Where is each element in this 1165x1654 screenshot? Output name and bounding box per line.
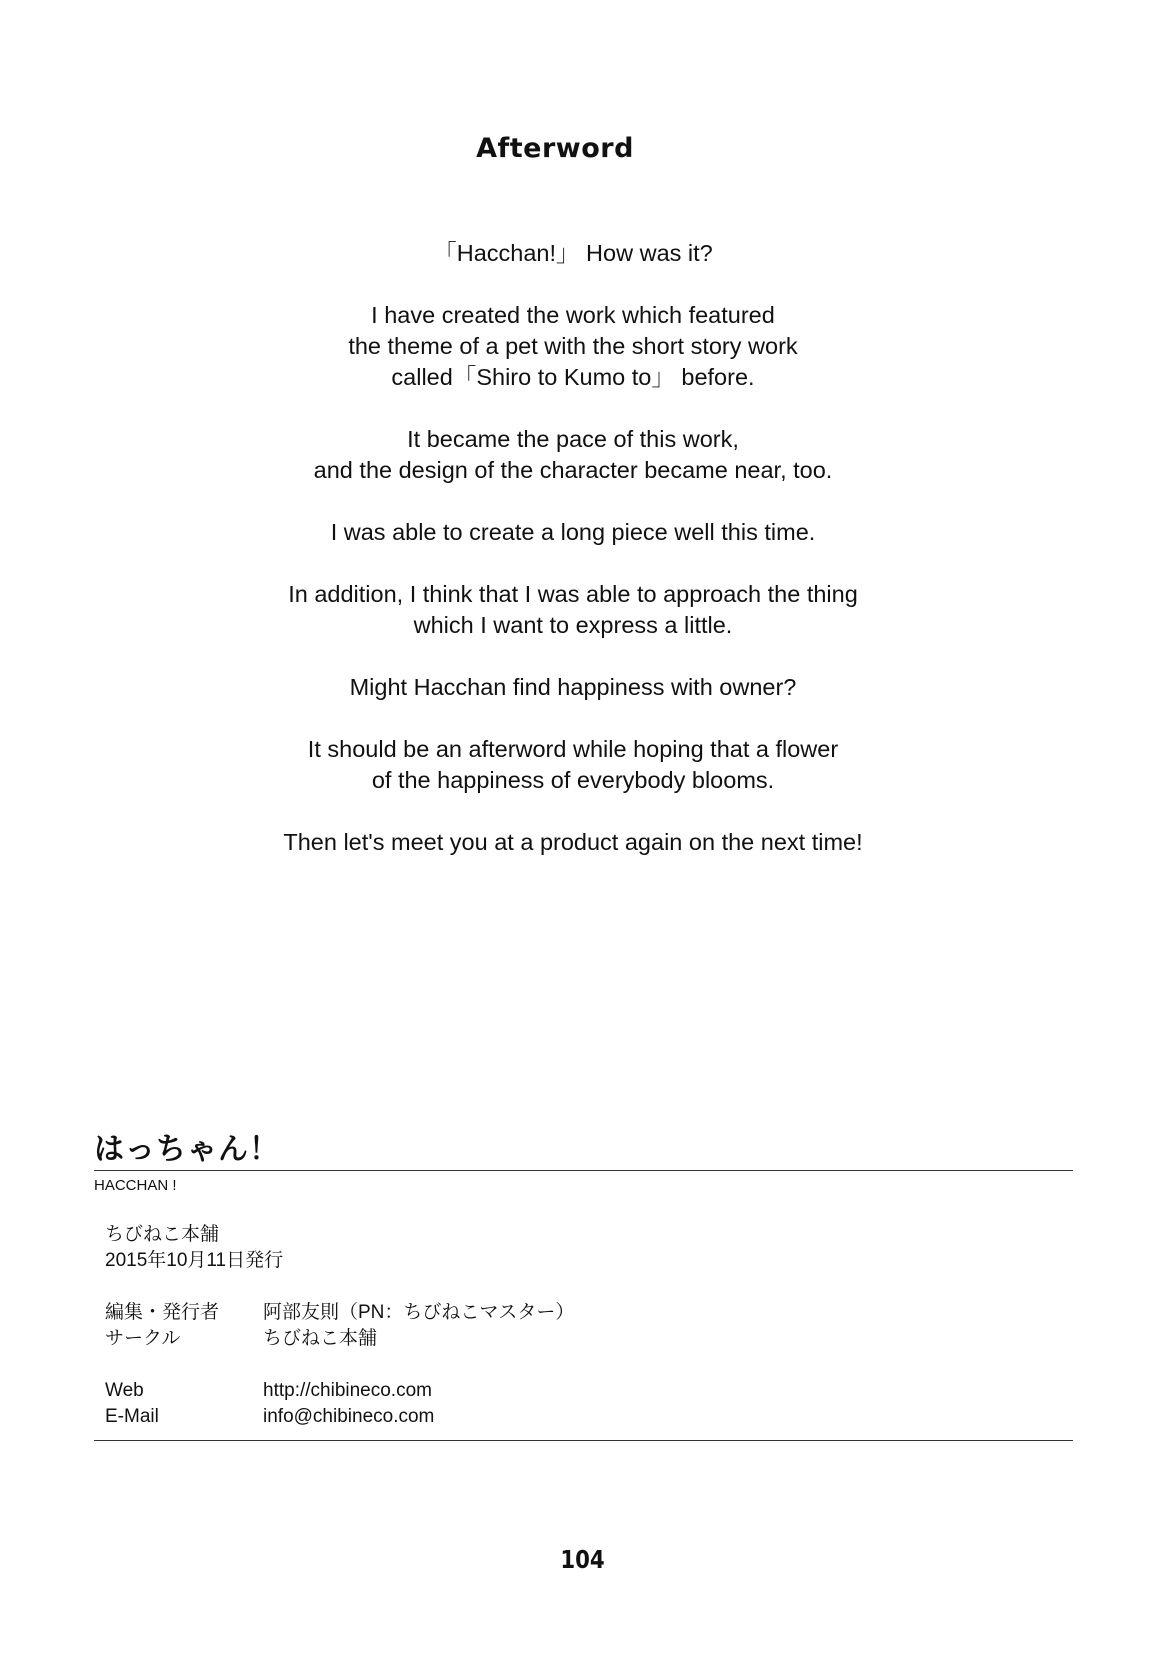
text-line: It became the pace of this work, (407, 426, 739, 452)
text-line: which I want to express a little. (413, 612, 733, 638)
text-line: called「Shiro to Kumo to」 before. (391, 364, 755, 390)
text-line: It should be an afterword while hoping that a flower (307, 736, 839, 762)
row-label: 編集・発行者 (105, 1302, 220, 1323)
text-line: of the happiness of everybody blooms. (371, 767, 775, 793)
web-link[interactable]: http://chibineco.com (263, 1380, 432, 1401)
row-value: 阿部友則（PN：ちびねこマスター） (263, 1302, 575, 1323)
row-label: E-Mail (105, 1406, 159, 1427)
email-link[interactable]: info@chibineco.com (263, 1406, 435, 1427)
text-line: I have created the work which featured (371, 302, 775, 328)
afterword-body (0, 238, 1146, 889)
page-number: 104 (560, 1545, 605, 1574)
page-title: Afterword (476, 133, 634, 164)
paragraph (0, 579, 1146, 641)
row-value: ちびねこ本舗 (263, 1328, 378, 1349)
paragraph (0, 672, 1146, 703)
paragraph (0, 238, 1146, 269)
colophon-top-rule (94, 1170, 1073, 1171)
row-label: Web (105, 1380, 144, 1401)
colophon-row-web (105, 1378, 1073, 1404)
text-line: and the design of the character became near, too. (313, 457, 833, 483)
paragraph (0, 827, 1146, 858)
colophon-title-en: HACCHAN ! (94, 1177, 177, 1194)
text-line: I was able to create a long piece well this time. (330, 519, 816, 545)
text-line: the theme of a pet with the short story work (348, 333, 798, 359)
colophon-title-jp: はっちゃん！ (94, 1132, 280, 1167)
paragraph (0, 734, 1146, 796)
row-label: サークル (105, 1328, 181, 1349)
colophon-row-circle (105, 1326, 1073, 1352)
text-line: In addition, I think that I was able to approach the thing (288, 581, 858, 607)
colophon (94, 1132, 1073, 1441)
colophon-details (94, 1222, 1073, 1430)
text-line: Then let's meet you at a product again on the next time! (283, 829, 863, 855)
colophon-bottom-rule (94, 1440, 1073, 1441)
paragraph (0, 300, 1146, 393)
text-line: 「Hacchan!」 How was it? (433, 240, 713, 266)
paragraph (0, 424, 1146, 486)
colophon-row-email (105, 1404, 1073, 1430)
paragraph (0, 517, 1146, 548)
publisher-name: ちびねこ本舗 (105, 1224, 220, 1245)
text-line: Might Hacchan find happiness with owner? (349, 674, 797, 700)
issue-date: 2015年10月11日発行 (105, 1250, 284, 1271)
colophon-row-editor (105, 1300, 1073, 1326)
